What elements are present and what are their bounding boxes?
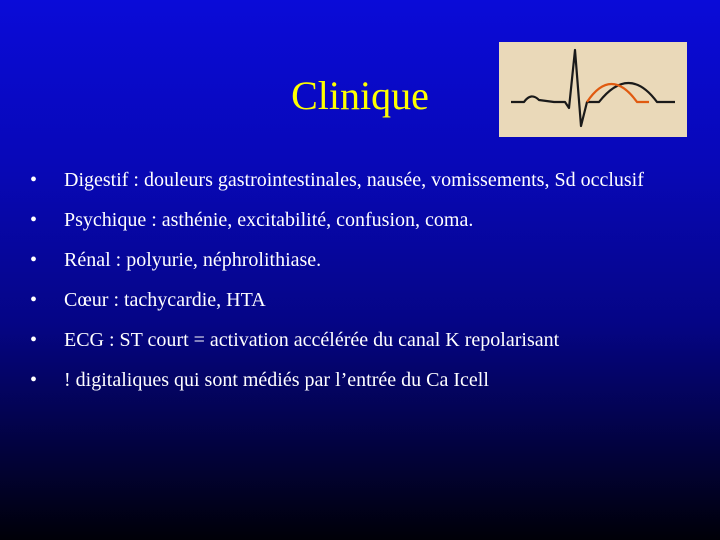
ecg-trace-icon: [499, 42, 687, 137]
bullet-text: Digestif : douleurs gastrointestinales, nausée, vomissements, Sd occlusif: [64, 169, 644, 191]
bullet-item-renal: [30, 246, 690, 274]
ecg-figure: [499, 42, 687, 137]
bullet-item-coeur: [30, 286, 690, 314]
bullet-dot: •: [30, 369, 38, 391]
bullet-item-digitaliques: [30, 366, 690, 394]
bullet-list: [30, 166, 690, 406]
bullet-text: ECG : ST court = activation accélérée du canal K repolarisant: [64, 329, 560, 351]
bullet-dot: •: [30, 289, 38, 311]
bullet-dot: •: [30, 209, 38, 231]
bullet-text: ! digitaliques qui sont médiés par l’entrée du Ca Icell: [64, 369, 489, 391]
bullet-item-psychique: [30, 206, 690, 234]
ecg-normal-trace: [511, 50, 675, 126]
slide-title: Clinique: [291, 73, 429, 118]
bullet-text: Rénal : polyurie, néphrolithiase.: [64, 249, 322, 271]
bullet-text: Cœur : tachycardie, HTA: [64, 289, 266, 311]
bullet-item-digestif: [30, 166, 690, 194]
bullet-text: Psychique : asthénie, excitabilité, confusion, coma.: [64, 209, 474, 231]
bullet-dot: •: [30, 249, 38, 271]
bullet-dot: •: [30, 169, 38, 191]
bullet-item-ecg: [30, 326, 690, 354]
bullet-dot: •: [30, 329, 38, 351]
